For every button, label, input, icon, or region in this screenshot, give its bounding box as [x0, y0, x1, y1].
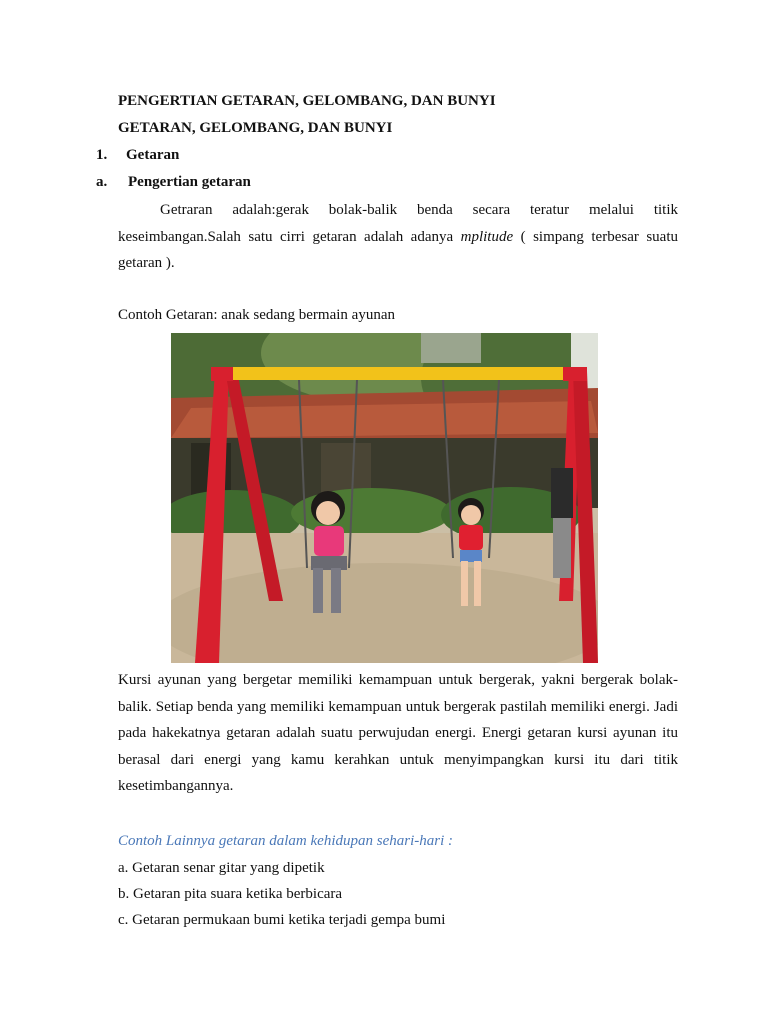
- document-title: PENGERTIAN GETARAN, GELOMBANG, DAN BUNYI: [118, 93, 496, 109]
- document-subtitle: GETARAN, GELOMBANG, DAN BUNYI: [118, 120, 393, 136]
- definition-italic-term: mplitude: [460, 228, 514, 245]
- subsection-heading: Pengertian getaran: [128, 174, 251, 190]
- section-heading: Getaran: [126, 147, 180, 163]
- section-number: 1.: [96, 147, 108, 163]
- example-caption: Contoh Getaran: anak sedang bermain ayunan: [118, 307, 395, 323]
- definition-text: Getraran adalah:gerak bolak-balik benda secara teratur melalui titik keseimbangan.Salah satu cirri getaran adalah adanya: [118, 202, 678, 245]
- other-examples-heading: Contoh Lainnya getaran dalam kehidupan sehari-hari :: [118, 833, 453, 849]
- example-item-b: b. Getaran pita suara ketika berbicara: [118, 886, 343, 902]
- swing-photo: [171, 333, 598, 663]
- definition-text-end: ( simpang terbesar suatu getaran ).: [118, 228, 678, 271]
- definition-paragraph: [118, 197, 678, 277]
- explanation-paragraph: Kursi ayunan yang bergetar memiliki kemampuan untuk bergerak, yakni bergerak bolak-balik. Setiap benda yang memiliki kemampuan untuk bergerak pastilah memiliki energi. Jadi pada hakekatnya getaran adalah suatu perwujudan energi. Energi getaran kursi ayunan itu berasal dari energi yang kamu kerahkan untuk menyimpangkan kursi itu dari titik kesetimbangannya.: [118, 672, 678, 794]
- example-item-c: c. Getaran permukaan bumi ketika terjadi gempa bumi: [118, 912, 446, 928]
- example-item-a: a. Getaran senar gitar yang dipetik: [118, 860, 325, 876]
- subsection-number: a.: [96, 174, 108, 190]
